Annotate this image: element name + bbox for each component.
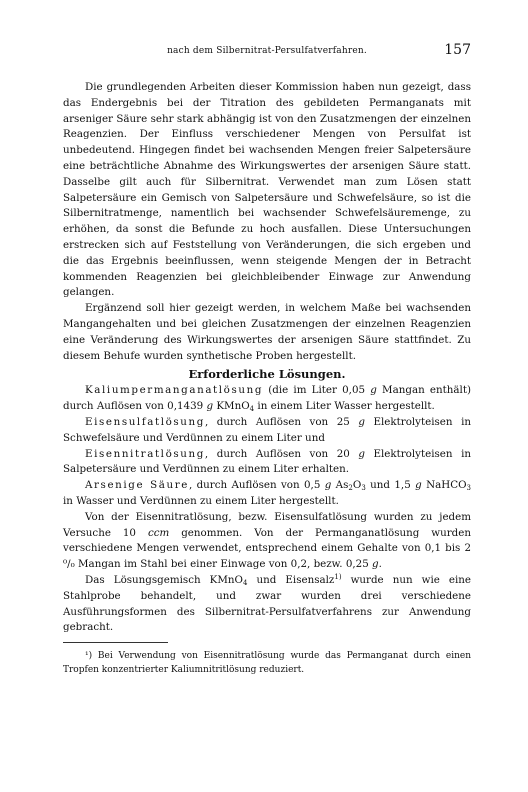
solution-eisennitrat: Eisennitratlösung, durch Auflösen von 20 g Elektrolyteisen in Salpetersäure und Verdünnen zu einem Liter erhalten.	[63, 447, 471, 476]
paragraph-2: Ergänzend soll hier gezeigt werden, in welchem Maße bei wachsenden Mangangehalten und bei gleichen Zusatzmengen der einzelnen Reagenzien eine Veränderung des Wirkungswertes der arsenigen Säure stattfindet. Zu diesem Behufe wurden synthetische Proben hergestellt.	[63, 302, 471, 362]
paragraph-3: Von der Eisennitratlösung, bezw. Eisensulfatlösung wurden zu jedem Versuche 10 ccm genommen. Von der Permanganatlösung wurden verschiedene Mengen verwendet, entsprechend einem Gehalte von 0,1 bis 2 ⁰/₀ Mangan im Stahl bei einer Einwage von 0,2, bezw. 0,25 g.	[63, 510, 471, 571]
solution-kmno4: Kaliumpermanganatlösung (die im Liter 0,05 g Mangan enthält) durch Auflösen von 0,1439 g KMnO$_4$ in einem Liter Wasser hergestellt.	[63, 384, 471, 414]
footnote-divider	[63, 642, 168, 643]
section-heading: Erforderliche Lösungen.	[188, 367, 346, 382]
solution-term: Kaliumpermanganatlösung	[85, 384, 264, 397]
footnote-marker: ¹)	[85, 651, 93, 662]
paragraph-4: Das Lösungsgemisch KMnO$_4$ und Eisensalz$^{1)}$ wurde nun wie eine Stahlprobe behandelt, und zwar wurden drei verschiedene Ausführungsformen des Silbernitrat-Persulfatverfahrens zur Anwendung gebracht.	[63, 572, 471, 634]
solution-term: Arsenige Säure	[85, 479, 189, 492]
solution-term: Eisensulfatlösung	[85, 415, 205, 428]
footnote: ¹) Bei Verwendung von Eisennitratlösung wurde das Permanganat durch einen Tropfen konzentrierter Kaliumnitritlösung reduziert.	[63, 651, 471, 676]
solution-arsenige: Arsenige Säure, durch Auflösen von 0,5 g $As_2O_3$ und 1,5 g NaHCO$_3$ in Wasser und Verdünnen zu einem Liter hergestellt.	[63, 479, 471, 507]
solution-eisensulfat: Eisensulfatlösung, durch Auflösen von 25 g Elektrolyteisen in Schwefelsäure und Verdünnen zu einem Liter und	[63, 415, 471, 444]
footnote-reference: 1)	[334, 572, 342, 581]
running-title: nach dem Silbernitrat-Persulfatverfahren.	[167, 46, 367, 56]
page	[63, 40, 471, 677]
body-text	[63, 80, 471, 636]
solution-term: Eisennitratlösung	[85, 447, 205, 460]
paragraph-1: Die grundlegenden Arbeiten dieser Kommission haben nun gezeigt, dass das Endergebnis bei der Titration des gebildeten Permanganats mit arseniger Säure sehr stark abhängig ist von den Zusatzmengen der einzelnen Reagenzien. Der Einfluss verschiedener Mengen von Persulfat ist unbedeutend. Hingegen findet bei wachsenden Mengen freier Salpetersäure eine beträchtliche Abnahme des Wirkungswertes der arsenigen Säure statt. Dasselbe gilt auch für Silbernitrat. Verwendet man zum Lösen statt Salpetersäure ein Gemisch von Salpetersäure und Schwefelsäure, so ist die Silbernitratmenge, namentlich bei wachsender Schwefelsäuremenge, zu erhöhen, da sonst die Befunde zu hoch ausfallen. Diese Untersuchungen erstrecken sich auf Feststellung von Veränderungen, die sich ergeben und die das Ergebnis beeinflussen, wenn steigende Mengen der in Betracht kommenden Reagenzien bei gleichbleibender Einwage zur Anwendung gelangen.	[63, 81, 471, 299]
page-number: 157	[444, 42, 471, 58]
page-header	[63, 40, 471, 60]
